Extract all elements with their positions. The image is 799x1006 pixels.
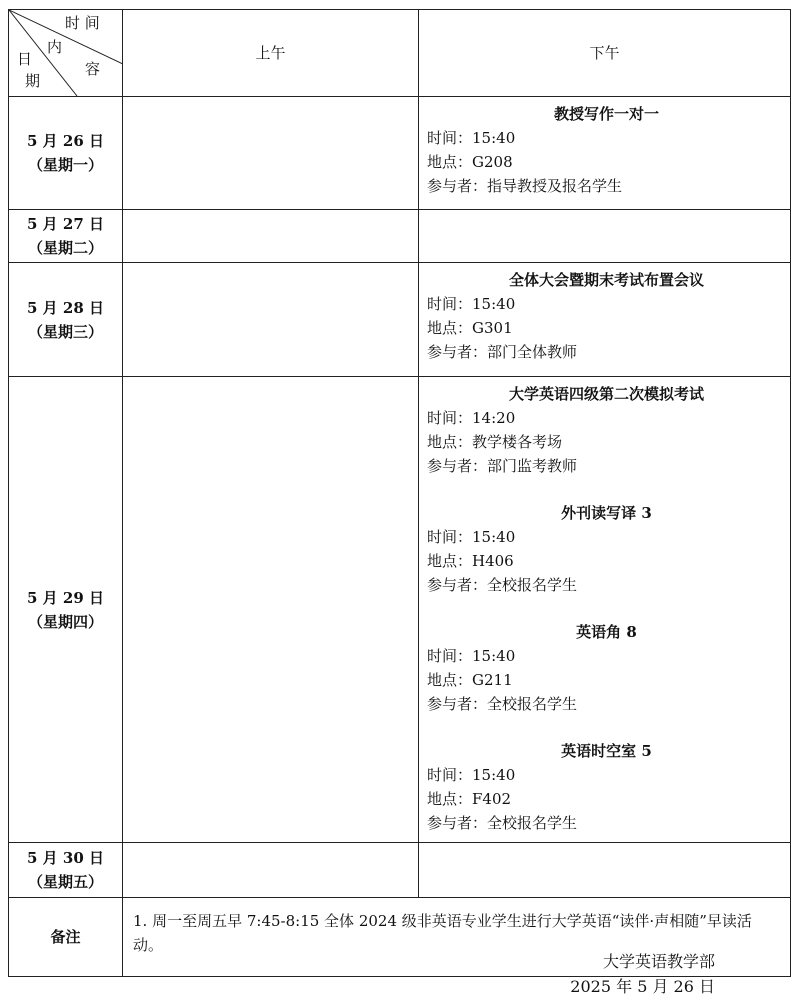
event-title: 外刊读写译 3	[561, 504, 652, 522]
event-title: 英语时空室 5	[561, 742, 652, 760]
event-title: 英语角 8	[576, 623, 637, 641]
corner-content-label-1: 内	[47, 38, 63, 56]
event-participants: 参与者：部门监考教师	[427, 457, 578, 475]
date-label: 5 月 26 日	[27, 132, 104, 150]
pm-header: 下午	[419, 10, 791, 97]
event-participants: 参与者：指导教授及报名学生	[427, 177, 623, 195]
date-cell	[9, 97, 123, 210]
event	[427, 739, 786, 835]
event-time: 时间：15:40	[427, 528, 516, 546]
event-place: 地点：F402	[427, 790, 512, 808]
date-cell	[9, 843, 123, 898]
footer-date: 2025 年 5 月 26 日	[570, 977, 715, 996]
event-time: 时间：15:40	[427, 295, 516, 313]
event-title: 教授写作一对一	[553, 105, 659, 123]
am-cell	[123, 377, 419, 843]
date-cell	[9, 210, 123, 263]
corner-header-cell	[9, 10, 123, 97]
weekday-label: （星期一）	[27, 156, 103, 174]
event-time: 时间：15:40	[427, 647, 516, 665]
am-header: 上午	[123, 10, 419, 97]
pm-cell	[419, 377, 791, 843]
pm-cell	[419, 210, 791, 263]
weekday-label: （星期四）	[27, 612, 103, 631]
event-participants: 参与者：部门全体教师	[427, 343, 578, 361]
date-label: 5 月 29 日	[27, 588, 104, 607]
event-place: 地点：G301	[427, 319, 513, 337]
corner-date-label-2: 期	[25, 72, 41, 90]
event	[427, 268, 786, 364]
event-place: 地点：教学楼各考场	[427, 433, 563, 451]
date-label: 5 月 27 日	[27, 215, 104, 233]
event-title: 大学英语四级第二次模拟考试	[508, 385, 704, 403]
event-place: 地点：G208	[427, 153, 513, 171]
day-row	[9, 210, 791, 263]
corner-time-label: 时 间	[65, 14, 100, 32]
am-cell	[123, 843, 419, 898]
event-place: 地点：G211	[427, 671, 513, 689]
date-cell	[9, 263, 123, 377]
event-participants: 参与者：全校报名学生	[427, 695, 578, 713]
pm-cell	[419, 263, 791, 377]
am-cell	[123, 210, 419, 263]
event-participants: 参与者：全校报名学生	[427, 576, 578, 594]
date-label: 5 月 30 日	[27, 849, 104, 867]
corner-date-label-1: 日	[17, 50, 33, 68]
day-row	[9, 263, 791, 377]
date-label: 5 月 28 日	[27, 298, 104, 317]
footer-department: 大学英语教学部	[602, 952, 715, 971]
event	[427, 620, 786, 716]
event-time: 时间：14:20	[427, 409, 516, 427]
weekday-label: （星期五）	[27, 873, 103, 891]
event	[427, 382, 786, 478]
weekday-label: （星期二）	[27, 239, 103, 257]
event-time: 时间：15:40	[427, 129, 516, 147]
event-place: 地点：H406	[427, 552, 514, 570]
pm-cell	[419, 843, 791, 898]
event-time: 时间：15:40	[427, 766, 516, 784]
date-cell	[9, 377, 123, 843]
event-participants: 参与者：全校报名学生	[427, 814, 578, 832]
corner-content-label-2: 容	[85, 60, 101, 78]
event	[427, 501, 786, 597]
weekday-label: （星期三）	[27, 322, 103, 341]
day-row	[9, 843, 791, 898]
am-cell	[123, 263, 419, 377]
pm-cell	[419, 97, 791, 210]
day-row	[9, 377, 791, 843]
note-text: 1. 周一至周五早 7:45-8:15 全体 2024 级非英语专业学生进行大学英语“读伴·声相随”早读活动。	[123, 898, 791, 977]
event-title: 全体大会暨期末考试布置会议	[508, 271, 704, 289]
schedule-table	[8, 9, 791, 977]
note-label: 备注	[9, 898, 123, 977]
header-row	[9, 10, 791, 97]
am-cell	[123, 97, 419, 210]
event	[427, 102, 786, 198]
day-row	[9, 97, 791, 210]
